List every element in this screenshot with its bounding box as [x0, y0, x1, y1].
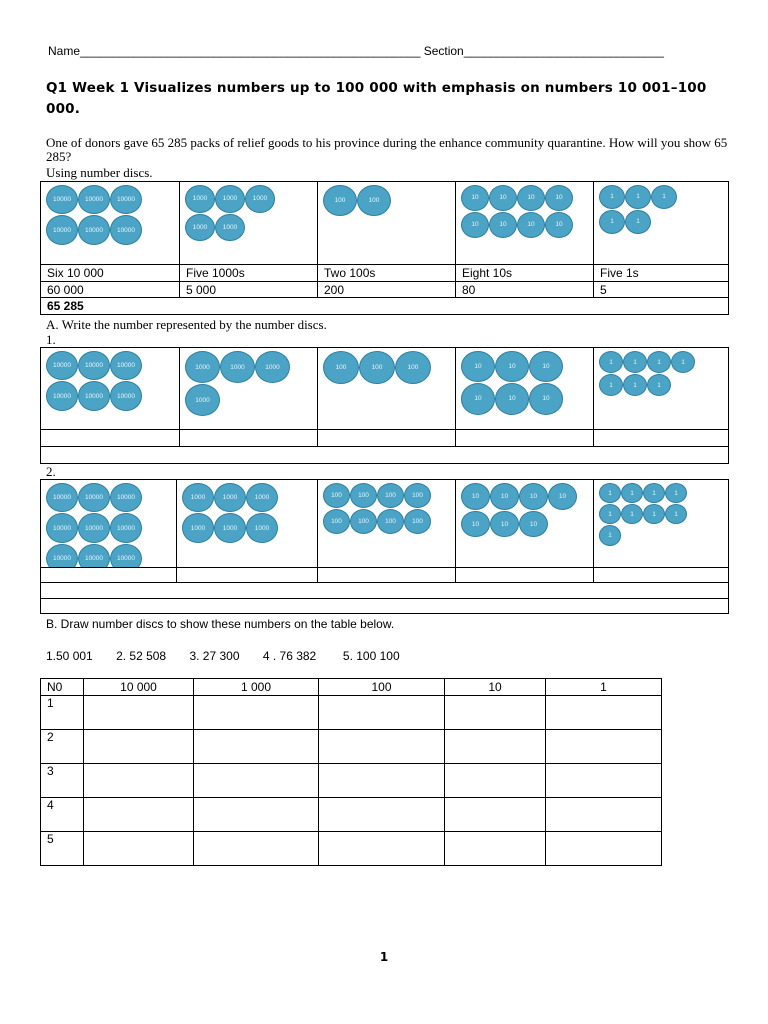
number-disc-10000: 10000 [46, 513, 78, 542]
number-disc-1: 1 [647, 374, 671, 396]
number-disc-1: 1 [671, 351, 695, 373]
example-cell-100 [318, 182, 456, 265]
number-disc-10: 10 [517, 212, 545, 238]
col-header-no: N0 [41, 679, 84, 696]
example-total: 65 285 [41, 298, 729, 315]
part-a-item-1-table [40, 347, 729, 464]
number-disc-1000: 1000 [255, 351, 290, 383]
number-disc-1: 1 [599, 504, 621, 524]
col-header-10000: 10 000 [84, 679, 194, 696]
part-b-number: 1.50 001 [46, 649, 93, 663]
number-disc-10000: 10000 [46, 185, 78, 214]
number-disc-1: 1 [643, 483, 665, 503]
number-disc-10000: 10000 [78, 513, 110, 542]
number-disc-10: 10 [529, 351, 563, 382]
draw-cell[interactable] [546, 730, 662, 764]
row-number: 1 [41, 696, 84, 730]
example-cell-1 [594, 182, 729, 265]
number-disc-10000: 10000 [110, 513, 142, 542]
item1-cell-1000 [180, 348, 318, 430]
item2-cell-100 [318, 480, 456, 568]
number-disc-1: 1 [665, 483, 687, 503]
draw-cell[interactable] [319, 764, 445, 798]
item1-answer-1[interactable] [594, 430, 729, 447]
number-disc-1: 1 [651, 185, 677, 209]
number-disc-10: 10 [489, 212, 517, 238]
number-disc-10: 10 [517, 185, 545, 211]
draw-cell[interactable] [319, 730, 445, 764]
item1-answer-10[interactable] [456, 430, 594, 447]
table-row [41, 798, 662, 832]
draw-cell[interactable] [84, 730, 194, 764]
number-disc-10000: 10000 [78, 215, 110, 244]
number-disc-10: 10 [490, 511, 519, 538]
number-disc-10000: 10000 [46, 381, 78, 410]
example-value: 60 000 [41, 282, 180, 298]
number-disc-1000: 1000 [220, 351, 255, 383]
using-discs-label: Using number discs. [46, 165, 153, 180]
intro-paragraph: One of donors gave 65 285 packs of relief goods to his province during the enhance community quarantine. How will you show 65 285? [46, 135, 728, 164]
number-disc-10000: 10000 [78, 351, 110, 380]
number-disc-100: 100 [350, 509, 377, 534]
row-number: 2 [41, 730, 84, 764]
number-disc-10: 10 [489, 185, 517, 211]
row-number: 5 [41, 832, 84, 866]
example-word: Five 1s [594, 265, 729, 282]
part-a-item-2-label: 2. [46, 464, 56, 479]
item1-cell-10 [456, 348, 594, 430]
item1-cell-10000 [41, 348, 180, 430]
number-disc-1000: 1000 [245, 185, 275, 213]
number-disc-100: 100 [323, 509, 350, 534]
number-disc-1: 1 [621, 504, 643, 524]
number-disc-1: 1 [599, 351, 623, 373]
col-header-1: 1 [546, 679, 662, 696]
number-disc-10: 10 [461, 511, 490, 538]
number-disc-10: 10 [519, 483, 548, 510]
number-disc-100: 100 [350, 483, 377, 508]
part-a-item-2-table [40, 479, 729, 614]
number-disc-1000: 1000 [215, 185, 245, 213]
number-disc-10: 10 [529, 383, 563, 414]
draw-cell[interactable] [319, 798, 445, 832]
draw-cell[interactable] [84, 798, 194, 832]
col-header-100: 100 [319, 679, 445, 696]
draw-cell[interactable] [445, 696, 546, 730]
item1-answer-1000[interactable] [180, 430, 318, 447]
number-disc-10000: 10000 [46, 544, 78, 568]
number-disc-1000: 1000 [214, 483, 246, 512]
table-row [41, 832, 662, 866]
part-b-number: 2. 52 508 [116, 649, 167, 663]
example-table [40, 181, 729, 315]
number-disc-1000: 1000 [185, 384, 220, 416]
example-word: Five 1000s [180, 265, 318, 282]
number-disc-1000: 1000 [185, 185, 215, 213]
number-disc-100: 100 [395, 351, 431, 384]
example-value: 80 [456, 282, 594, 298]
number-disc-10: 10 [548, 483, 577, 510]
item1-cell-1 [594, 348, 729, 430]
number-disc-10000: 10000 [110, 483, 142, 512]
col-header-1000: 1 000 [194, 679, 319, 696]
worksheet-title: Q1 Week 1 Visualizes numbers up to 100 000 with emphasis on numbers 10 001–100 000. [46, 80, 707, 117]
item2-answer-100[interactable] [318, 568, 456, 583]
number-disc-1: 1 [625, 210, 651, 234]
number-disc-1: 1 [623, 374, 647, 396]
number-disc-10000: 10000 [46, 483, 78, 512]
number-disc-1: 1 [623, 351, 647, 373]
number-disc-10000: 10000 [78, 185, 110, 214]
number-disc-100: 100 [377, 483, 404, 508]
example-word: Eight 10s [456, 265, 594, 282]
table-row [41, 764, 662, 798]
number-disc-10000: 10000 [78, 544, 110, 568]
number-disc-10: 10 [461, 212, 489, 238]
number-disc-1: 1 [665, 504, 687, 524]
item2-cell-1000 [177, 480, 318, 568]
item1-total-answer[interactable] [41, 447, 729, 464]
col-header-10: 10 [445, 679, 546, 696]
draw-cell[interactable] [445, 832, 546, 866]
number-disc-1000: 1000 [182, 513, 214, 542]
number-disc-10000: 10000 [78, 381, 110, 410]
number-disc-100: 100 [323, 185, 357, 216]
number-disc-1: 1 [599, 525, 621, 545]
part-b-number: 5. 100 100 [342, 649, 400, 663]
part-b-numbers [46, 649, 400, 663]
number-disc-1: 1 [625, 185, 651, 209]
part-b-number: 3. 27 300 [189, 649, 240, 663]
draw-cell[interactable] [84, 832, 194, 866]
number-disc-1000: 1000 [214, 513, 246, 542]
draw-cell[interactable] [194, 798, 319, 832]
number-disc-100: 100 [377, 509, 404, 534]
draw-cell[interactable] [194, 832, 319, 866]
number-disc-1000: 1000 [185, 214, 215, 242]
number-disc-1000: 1000 [246, 513, 278, 542]
number-disc-1000: 1000 [182, 483, 214, 512]
part-a-instruction: A. Write the number represented by the number discs. [46, 317, 327, 332]
part-a-item-1-label: 1. [46, 332, 56, 347]
number-disc-1: 1 [599, 374, 623, 396]
part-b-instruction: B. Draw number discs to show these numbers on the table below. [46, 617, 395, 631]
number-disc-1000: 1000 [246, 483, 278, 512]
draw-cell[interactable] [319, 696, 445, 730]
item2-answer-10[interactable] [456, 568, 594, 583]
example-value: 5 000 [180, 282, 318, 298]
draw-cell[interactable] [546, 764, 662, 798]
number-disc-1: 1 [599, 185, 625, 209]
number-disc-10000: 10000 [46, 215, 78, 244]
draw-cell[interactable] [445, 730, 546, 764]
number-disc-100: 100 [357, 185, 391, 216]
number-disc-10: 10 [461, 351, 495, 382]
number-disc-10: 10 [519, 511, 548, 538]
draw-cell[interactable] [194, 730, 319, 764]
number-disc-10: 10 [495, 351, 529, 382]
item2-cell-10000 [41, 480, 177, 568]
row-number: 3 [41, 764, 84, 798]
number-disc-10000: 10000 [78, 483, 110, 512]
number-disc-1000: 1000 [215, 214, 245, 242]
draw-cell[interactable] [546, 798, 662, 832]
draw-cell[interactable] [319, 832, 445, 866]
draw-cell[interactable] [194, 764, 319, 798]
draw-cell[interactable] [84, 696, 194, 730]
draw-cell[interactable] [546, 696, 662, 730]
item2-answer-1[interactable] [594, 568, 729, 583]
example-cell-10 [456, 182, 594, 265]
item2-extra-answer[interactable] [41, 599, 729, 614]
draw-cell[interactable] [445, 764, 546, 798]
draw-cell[interactable] [546, 832, 662, 866]
item1-cell-100 [318, 348, 456, 430]
number-disc-10000: 10000 [110, 215, 142, 244]
part-b-table [40, 678, 662, 866]
draw-cell[interactable] [194, 696, 319, 730]
number-disc-100: 100 [359, 351, 395, 384]
row-number: 4 [41, 798, 84, 832]
number-disc-10: 10 [490, 483, 519, 510]
example-cell-10000 [41, 182, 180, 265]
item2-cell-1 [594, 480, 729, 568]
item1-answer-10000[interactable] [41, 430, 180, 447]
number-disc-100: 100 [404, 483, 431, 508]
number-disc-10000: 10000 [110, 381, 142, 410]
number-disc-10000: 10000 [110, 544, 142, 568]
item2-answer-10000[interactable] [41, 568, 177, 583]
number-disc-10000: 10000 [46, 351, 78, 380]
example-word: Six 10 000 [41, 265, 180, 282]
number-disc-1: 1 [643, 504, 665, 524]
item2-answer-1000[interactable] [177, 568, 318, 583]
number-disc-10: 10 [545, 185, 573, 211]
item2-cell-10 [456, 480, 594, 568]
name-section-line: Name___________________________________________________ Section______________________________ [48, 44, 664, 58]
number-disc-100: 100 [404, 509, 431, 534]
number-disc-10: 10 [495, 383, 529, 414]
example-cell-1000 [180, 182, 318, 265]
number-disc-1000: 1000 [185, 351, 220, 383]
number-disc-100: 100 [323, 483, 350, 508]
table-row [41, 730, 662, 764]
example-value: 200 [318, 282, 456, 298]
number-disc-10: 10 [461, 383, 495, 414]
number-disc-10: 10 [461, 483, 490, 510]
number-disc-1: 1 [621, 483, 643, 503]
item2-total-answer[interactable] [41, 583, 729, 599]
number-disc-1: 1 [599, 210, 625, 234]
example-value: 5 [594, 282, 729, 298]
table-row [41, 696, 662, 730]
number-disc-1: 1 [599, 483, 621, 503]
number-disc-1: 1 [647, 351, 671, 373]
page-number: 1 [379, 950, 389, 964]
number-disc-10: 10 [461, 185, 489, 211]
item1-answer-100[interactable] [318, 430, 456, 447]
number-disc-10000: 10000 [110, 185, 142, 214]
part-b-number: 4 . 76 382 [262, 649, 317, 663]
number-disc-10000: 10000 [110, 351, 142, 380]
draw-cell[interactable] [445, 798, 546, 832]
number-disc-100: 100 [323, 351, 359, 384]
example-word: Two 100s [318, 265, 456, 282]
draw-cell[interactable] [84, 764, 194, 798]
number-disc-10: 10 [545, 212, 573, 238]
